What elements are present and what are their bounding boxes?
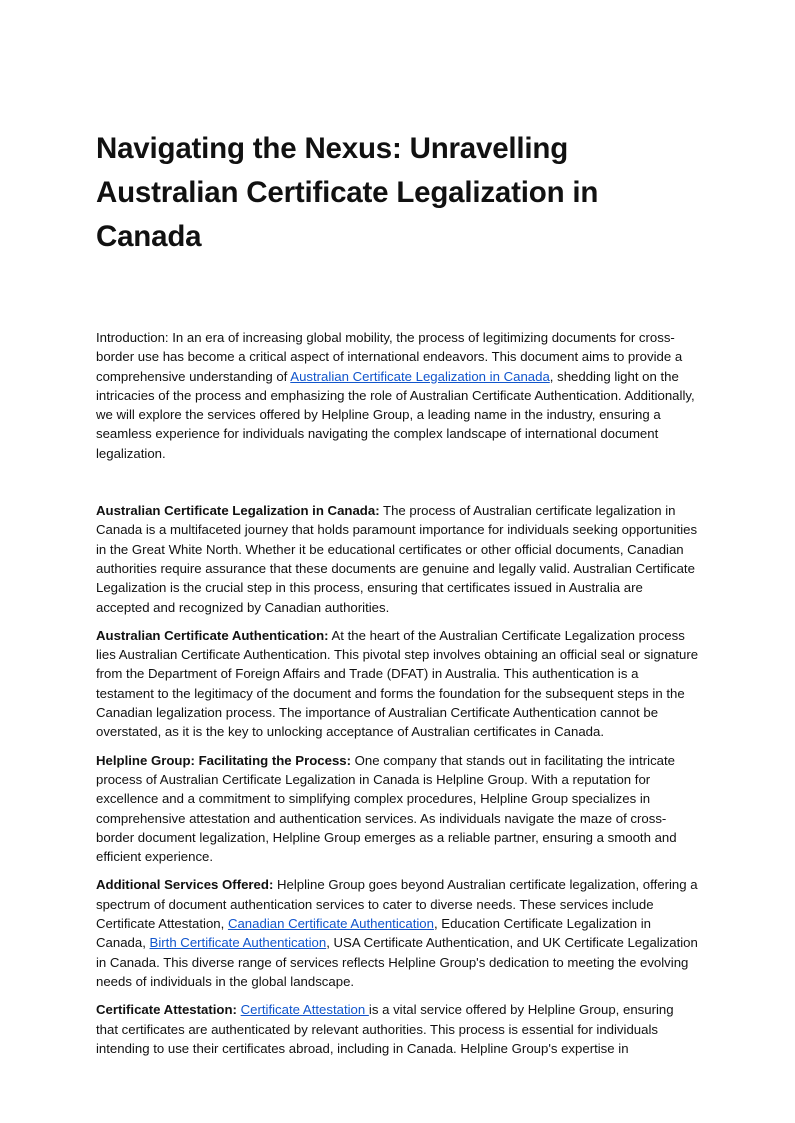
intro-text-1: Introduction: In an era of increasing global mobility, the process of legitimizing documents for cross-border use has become a critical aspect of international endeavors. This document aims to provide a comprehensive understanding of [96, 330, 683, 384]
additional-text-2: , Education Certificate Legalization in Canada, [96, 916, 651, 951]
section-additional-services [96, 875, 699, 991]
section-helpline [96, 751, 699, 867]
intro-paragraph [96, 328, 699, 463]
section-authentication-body: At the heart of the Australian Certificate Legalization process lies Australian Certificate Authentication. This pivotal step involves obtaining an official seal or signature from the Department of Foreign Affairs and Trade (DFAT) in Australia. This authentication is a testament to the legitimacy of the document and forms the foundation for the subsequent steps in the Canadian legalization process. The importance of Australian Certificate Authentication cannot be overstated, as it is the key to unlocking acceptance of Australian certificates in Canada. [96, 627, 699, 740]
intro-text-2: , shedding light on the intricacies of the process and emphasizing the role of Australian Certificate Authentication. Additionally, we will explore the services offered by Helpline Group, a leading name in the industry, ensuring a seamless experience for individuals navigating the complex landscape of international document legalization. [96, 368, 695, 461]
section-legalization [96, 501, 699, 617]
section-legalization-heading: Australian Certificate Legalization in Canada: [96, 503, 380, 519]
section-helpline-body: One company that stands out in facilitating the intricate process of Australian Certificate Legalization in Canada is Helpline Group. With a reputation for excellence and a commitment to simplifying complex procedures, Helpline Group specializes in comprehensive attestation and authentication services. As individuals navigate the maze of cross-border document legalization, Helpline Group emerges as a reliable partner, ensuring a smooth and efficient experience. [96, 752, 677, 865]
section-additional-heading: Additional Services Offered: [96, 877, 274, 893]
attestation-text-2: is a vital service offered by Helpline Group, ensuring that certificates are authenticated by relevant authorities. This process is essential for individuals intending to use their certificates abroad, including in Canada. Helpline Group's expertise in [96, 1002, 674, 1056]
section-helpline-heading: Helpline Group: Facilitating the Process: [96, 752, 351, 768]
canadian-authentication-link[interactable]: Canadian Certificate Authentication [227, 916, 434, 932]
section-legalization-body: The process of Australian certificate legalization in Canada is a multifaceted journey that holds paramount importance for individuals seeking opportunities in the Great White North. Whether it be educational certificates or other official documents, Canadian authorities require assurance that these documents are genuine and legally valid. Australian Certificate Legalization is the crucial step in this process, ensuring that certificates issued in Australia are accepted and recognized by Canadian authorities. [96, 503, 698, 615]
section-certificate-attestation [96, 1000, 699, 1058]
section-authentication [96, 626, 699, 742]
document-title: Navigating the Nexus: Unravelling Australian Certificate Legalization in Canada [96, 132, 599, 253]
australian-legalization-link[interactable]: Australian Certificate Legalization in Canada [290, 368, 550, 384]
section-authentication-heading: Australian Certificate Authentication: [96, 627, 329, 643]
additional-text-3: , USA Certificate Authentication, and UK Certificate Legalization in Canada. This diverse range of services reflects Helpline Group's dedication to meeting the evolving needs of individuals in the global landscape. [96, 935, 698, 989]
certificate-attestation-link[interactable]: Certificate Attestation [240, 1002, 369, 1018]
additional-text-1: Helpline Group goes beyond Australian certificate legalization, offering a spectrum of document authentication services to cater to diverse needs. These services include Certificate Attestation, [96, 877, 698, 932]
document-page [96, 127, 699, 1058]
section-attestation-heading: Certificate Attestation: [96, 1002, 237, 1018]
birth-certificate-link[interactable]: Birth Certificate Authentication [149, 935, 327, 951]
